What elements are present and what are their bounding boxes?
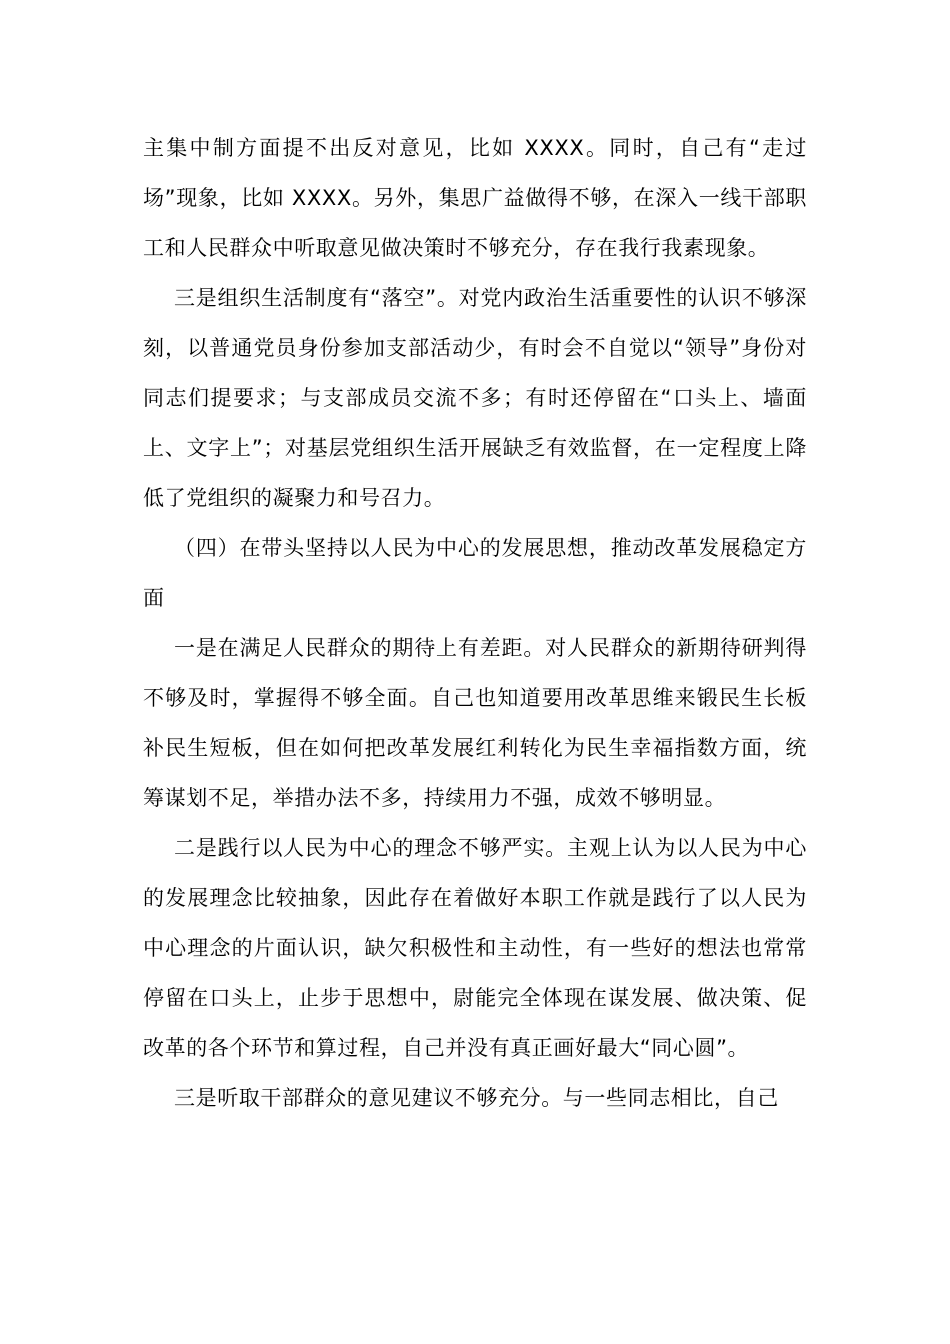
paragraph-organizational-life: 三是组织生活制度有“落空”。对党内政治生活重要性的认识不够深刻，以普通党员身份参加支部活动少，有时会不自觉以“领导”身份对同志们提要求；与支部成员交流不多；有时还停留在“口头上、墙面上、文字上”；对基层党组织生活开展缺乏有效监督，在一定程度上降低了党组织的凝聚力和号召力。 [143, 286, 807, 510]
paragraph-people-centered-concept: 二是践行以人民为中心的理念不够严实。主观上认为以人民为中心的发展理念比较抽象，因此存在着做好本职工作就是践行了以人民为中心理念的片面认识，缺欠积极性和主动性，有一些好的想法也常常停留在口头上，止步于思想中，尉能完全体现在谋发展、做决策、促改革的各个环节和算过程，自己并没有真正画好最大“同心圆”。 [143, 836, 807, 1060]
paragraph-democratic-centralism-continued: 主集中制方面提不出反对意见，比如 XXXX。同时，自己有“走过场”现象，比如 XXXX。另外，集思广益做得不够，在深入一线干部职工和人民群众中听取意见做决策时不够充分，存在我行我素现象。 [143, 136, 807, 260]
section-heading-four: （四）在带头坚持以人民为中心的发展思想，推动改革发展稳定方面 [143, 536, 807, 610]
paragraph-listening-opinions: 三是听取干部群众的意见建议不够充分。与一些同志相比，自己 [174, 1086, 779, 1110]
document-body [143, 123, 807, 1123]
paragraph-people-expectations: 一是在满足人民群众的期待上有差距。对人民群众的新期待研判得不够及时，掌握得不够全面。自己也知道要用改革思维来锻民生长板补民生短板，但在如何把改革发展红利转化为民生幸福指数方面，统筹谋划不足，举措办法不多，持续用力不强，成效不够明显。 [143, 636, 807, 810]
